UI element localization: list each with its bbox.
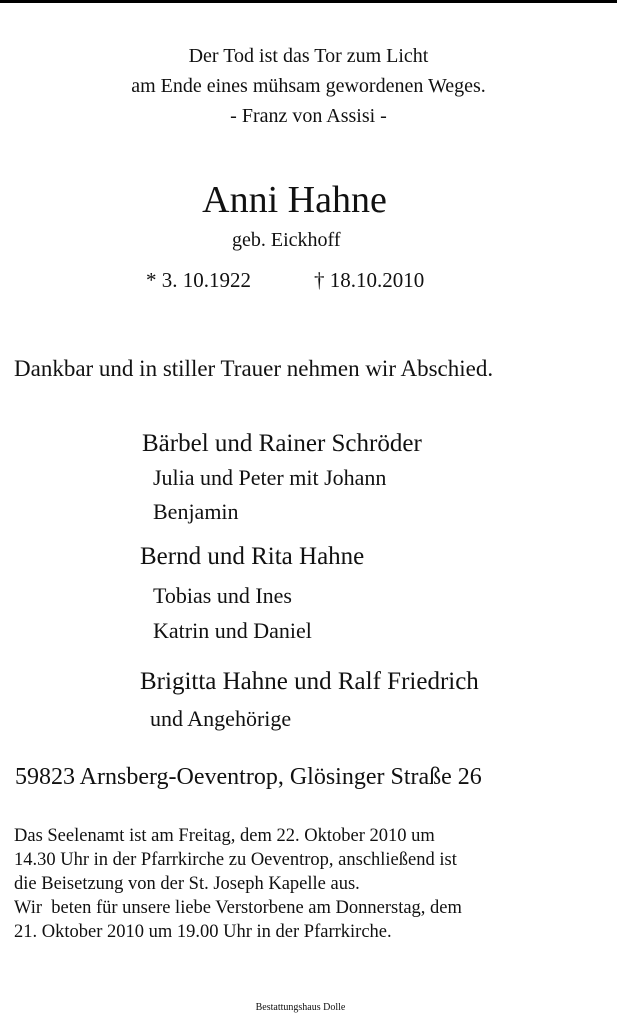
notice-line: die Beisetzung von der St. Joseph Kapelle aus. — [14, 874, 360, 894]
farewell-line: Dankbar und in stiller Trauer nehmen wir Abschied. — [14, 356, 494, 381]
family-head: Brigitta Hahne und Ralf Friedrich — [140, 668, 479, 695]
family-member: Benjamin — [153, 499, 239, 524]
family-member: Katrin und Daniel — [153, 618, 312, 643]
top-edge-line — [0, 0, 617, 3]
relatives-line: und Angehörige — [150, 706, 292, 731]
quote-author: - Franz von Assisi - — [230, 105, 387, 127]
maiden-name: geb. Eickhoff — [232, 229, 341, 251]
birth-date: * 3. 10.1922 — [146, 268, 251, 292]
death-date: † 18.10.2010 — [314, 268, 425, 292]
notice-line: 14.30 Uhr in der Pfarrkirche zu Oeventrop, anschließend ist — [14, 850, 457, 870]
quote-line-1: Der Tod ist das Tor zum Licht — [188, 45, 429, 67]
quote-line-2: am Ende eines mühsam gewordenen Weges. — [131, 75, 486, 97]
address-line: 59823 Arnsberg-Oeventrop, Glösinger Straße 26 — [15, 764, 482, 790]
family-head: Bärbel und Rainer Schröder — [142, 430, 422, 457]
family-head: Bernd und Rita Hahne — [140, 543, 365, 570]
family-member: Julia und Peter mit Johann — [153, 465, 387, 490]
notice-line: Wir beten für unsere liebe Verstorbene am Donnerstag, dem — [14, 898, 462, 918]
family-member: Tobias und Ines — [153, 583, 292, 608]
deceased-name: Anni Hahne — [202, 179, 387, 221]
funeral-home-credit: Bestattungshaus Dolle — [255, 1002, 346, 1013]
notice-line: Das Seelenamt ist am Freitag, dem 22. Oktober 2010 um — [14, 826, 435, 846]
notice-line: 21. Oktober 2010 um 19.00 Uhr in der Pfarrkirche. — [14, 922, 392, 942]
